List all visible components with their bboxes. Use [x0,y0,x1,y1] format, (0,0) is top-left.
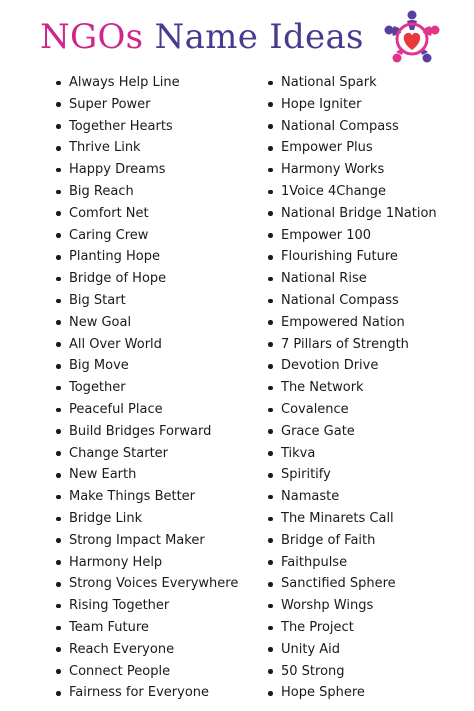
list-item: Together [56,377,266,399]
list-item: The Network [268,377,468,399]
list-item: Thrive Link [56,137,266,159]
list-item: The Minarets Call [268,508,468,530]
list-item: 1Voice 4Change [268,181,468,203]
list-item: Reach Everyone [56,639,266,661]
list-item: Devotion Drive [268,355,468,377]
list-item: Make Things Better [56,486,266,508]
list-item: Always Help Line [56,72,266,94]
list-item: Comfort Net [56,203,266,225]
list-item: Big Start [56,290,266,312]
name-list-left [56,72,266,704]
list-item: Empower 100 [268,225,468,247]
list-item: Worshp Wings [268,595,468,617]
list-item: Bridge of Faith [268,530,468,552]
list-item: Super Power [56,94,266,116]
list-item: Sanctified Sphere [268,573,468,595]
list-item: Bridge of Hope [56,268,266,290]
list-item: Faithpulse [268,552,468,574]
list-item: National Compass [268,116,468,138]
list-item: Together Hearts [56,116,266,138]
people-heart-logo-icon [380,6,444,70]
list-item: Hope Sphere [268,682,468,704]
list-item: Grace Gate [268,421,468,443]
list-item: National Compass [268,290,468,312]
list-item: Big Move [56,355,266,377]
list-item: Happy Dreams [56,159,266,181]
list-item: Harmony Help [56,552,266,574]
list-item: Empower Plus [268,137,468,159]
list-item: Fairness for Everyone [56,682,266,704]
list-item: Team Future [56,617,266,639]
list-item: Strong Impact Maker [56,530,266,552]
list-item: Strong Voices Everywhere [56,573,266,595]
list-item: National Rise [268,268,468,290]
list-item: Bridge Link [56,508,266,530]
list-item: National Bridge 1Nation [268,203,468,225]
list-item: Namaste [268,486,468,508]
list-item: Harmony Works [268,159,468,181]
list-item: Unity Aid [268,639,468,661]
list-item: New Earth [56,464,266,486]
page-title [40,12,364,62]
list-item: Big Reach [56,181,266,203]
list-item: Build Bridges Forward [56,421,266,443]
list-item: Planting Hope [56,246,266,268]
list-item: The Project [268,617,468,639]
list-item: 50 Strong [268,661,468,683]
list-item: Hope Igniter [268,94,468,116]
list-item: Connect People [56,661,266,683]
list-item: Rising Together [56,595,266,617]
list-item: Caring Crew [56,225,266,247]
title-ngos: NGOs [40,17,144,57]
title-name-ideas: Name Ideas [154,17,364,57]
list-item: Tikva [268,443,468,465]
list-item: New Goal [56,312,266,334]
list-item: Flourishing Future [268,246,468,268]
list-item: Empowered Nation [268,312,468,334]
list-item: 7 Pillars of Strength [268,334,468,356]
list-item: National Spark [268,72,468,94]
list-item: Peaceful Place [56,399,266,421]
list-item: All Over World [56,334,266,356]
list-item: Spiritify [268,464,468,486]
name-list-right [268,72,468,704]
list-item: Covalence [268,399,468,421]
list-item: Change Starter [56,443,266,465]
